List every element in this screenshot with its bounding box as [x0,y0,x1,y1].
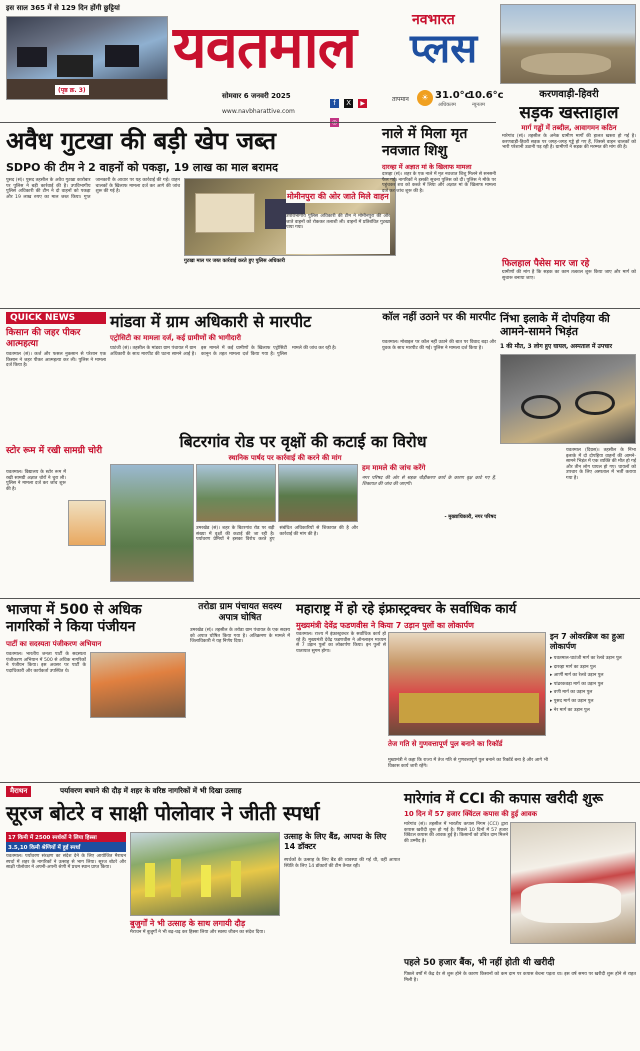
marathon-side-body: स्पर्धकों के उत्साह के लिए बैंड की व्यवस्था की गई थी, वहीं आपात स्थिति के लिए 14 डॉक्टरों की टीम तैनात रही। [284,858,400,869]
infra-side-list [550,656,636,760]
temp-max: 31.0°c [435,90,471,101]
bjp-body: यवतमाल। भारतीय जनता पार्टी के सदस्यता पंजीकरण अभियान में 500 से अधिक नागरिकों ने पंजीयन किया। इस अवसर पर पार्टी के पदाधिकारी और कार्यकर्ता उपस्थित थे। [6,652,86,674]
momeenpura-inset-body: उपविभागीय पुलिस अधिकारी की टीम ने मोमीनपुरा की ओर जाते वाहनों को रोककर तलाशी ली। वाहनों में प्रतिबंधित गुटखा पाया गया। [286,214,390,254]
nimbha-headline[interactable]: निंभा इलाके में दोपहिया की आमने-सामने भिड़ंत [500,312,610,338]
karanwadi-subhead: मार्ग गड्ढों में तब्दील, आवागमन कठिन [521,124,617,132]
quick-news-item-body: यवतमाल (सं)। कर्ज और फसल नुकसान से परेशान एक किसान ने जहर पीकर आत्महत्या कर ली। पुलिस ने मामला दर्ज किया है। [6,352,106,369]
bitargaon-inset-title[interactable]: हम मामले की जांच करेंगे [362,464,426,472]
bitargaon-inset-body: नगर परिषद की ओर से सड़क चौड़ीकरण कार्य के कारण वृक्ष काटे गए हैं, शिकायत की जांच की जाएगी। [362,476,496,487]
trees-photo-2 [196,464,276,522]
issue-date: सोमवार 6 जनवरी 2025 [222,92,291,100]
overbridge-item: ▸ नेर मार्ग का उड़ान पुल [550,707,590,713]
overbridge-item: ▸ दारव्हा मार्ग का उड़ान पुल [550,664,596,670]
infra-subhead: मुख्यमंत्री देवेंद्र फडणवीस ने किया 7 उड़ान पुलों का लोकार्पण [296,621,474,630]
quick-news-item-body: यवतमाल। विद्यालय के स्टोर रूम में रखी सामग्री अज्ञात चोरों ने चुरा ली। पुलिस ने मामला दर्ज कर जांच शुरू की है। [6,470,66,492]
sun-icon: ☀ [417,90,433,106]
social-icons [330,90,380,107]
quick-news-item-title[interactable]: किसान की जहर पीकर आत्महत्या [6,328,81,349]
infra-side-head[interactable]: इन 7 ओवरब्रिज का हुआ लोकार्पण [550,632,625,651]
facebook-icon[interactable]: f [330,99,339,108]
mandwa-headline[interactable]: मांडवा में ग्राम अधिकारी से मारपीट [110,312,312,331]
call-body: यवतमाल। मोबाइल पर कॉल नहीं उठाने की बात पर विवाद बढ़ा और युवक के साथ मारपीट की गई। पुलिस ने मामला दर्ज किया है। [382,340,496,351]
call-headline[interactable]: कॉल नहीं उठाने पर की मारपीट [382,312,496,323]
road-photo [500,4,636,84]
header-divider [0,122,496,123]
bjp-subhead: पार्टी का सदस्यता पंजीकरण अभियान [6,640,102,648]
bjp-photo [90,652,186,718]
marathon-side-head[interactable]: उत्साह के लिए बैंड, आपदा के लिए 14 डॉक्टर [284,832,387,851]
main-headline[interactable]: अवैध गुटखा की बड़ी खेप जब्त [6,127,277,155]
cm-photo [388,632,546,736]
karanwadi-body: मारेगांव (सं)। तहसील के अनेक ग्रामीण मार्गों की हालत खस्ता हो गई है। करणवाड़ी-हिवरी सड़क पर जगह-जगह गड्ढे हो गए हैं, जिससे वाहन चालकों को भारी परेशानी उठानी पड़ रही है। ग्रामीणों ने सड़क की मरम्मत की मांग की है। [502,134,636,151]
karanwadi-headline[interactable]: सड़क खस्ताहाल [519,103,619,123]
cotton-photo [510,822,636,944]
quick-news-label: QUICK NEWS [6,312,106,324]
overbridge-item: ▸ पुसद मार्ग का उड़ान पुल [550,698,594,704]
nimbha-subhead: 1 की मौत, 3 लोग हुए घायल, अस्पताल में उपचार [500,343,613,350]
overbridge-item: ▸ यवतमाल-घाटंजी मार्ग का रेलवे उड़ान पुल [550,656,622,661]
marathon-photo-caption[interactable]: बुजुर्गों ने भी उत्साह के साथ लगायी दौड़ [130,919,246,928]
bitargaon-headline[interactable]: बिटरगांव रोड पर वृक्षों की कटाई का विरोध [179,432,427,451]
row-divider-1 [0,308,640,309]
cci-body: मारेगांव (सं)। तहसील में भारतीय कपास निगम (CCI) द्वारा कपास खरीदी शुरू हो गई है। पिछले 10 दिनों में 57 हजार क्विंटल कपास की आवक हुई है। किसानों को उचित दाम मिलने की उम्मीद है। [404,822,508,844]
naale-headline[interactable]: नाले में मिला मृत नवजात शिशु [382,126,468,159]
infra-body: यवतमाल। राज्य में इंफ्रास्ट्रक्चर के सर्वाधिक कार्य हो रहे हैं। मुख्यमंत्री देवेंद्र फडणवीस ने ऑनलाइन माध्यम से 7 उड़ान पुलों का लोकार्पण किया। इन पुलों से यातायात सुगम होगा। [296,632,386,654]
x-icon[interactable]: X [344,99,353,108]
naale-subhead: दारव्हा में अज्ञात मां के खिलाफ मामला [382,163,472,171]
infra-headline[interactable]: महाराष्ट्र में हो रहे इंफ्रास्ट्रक्चर के सर्वाधिक कार्य [296,602,517,617]
infra-record-head[interactable]: तेज गति से गुणवत्तापूर्ण पुल बनाने का रिकॉर्ड [388,740,503,748]
mandwa-body: घाटंजी (सं)। तहसील के मांडवा ग्राम पंचायत में ग्राम अधिकारी के साथ मारपीट की घटना सामने आई है। इस मामले में कई ग्रामीणों के खिलाफ एट्रोसिटी कानून के तहत मामला दर्ज किया गया है। पुलिस मामले की जांच कर रही है। [110,346,337,357]
overbridge-item: ▸ आर्णी मार्ग का रेलवे उड़ान पुल [550,673,604,679]
marathon-banner: पर्यावरण बचाने की दौड़ में शहर के वरिष्ठ नागरिकों में भी दिखा उत्साह [60,786,242,795]
cci-subhead: 10 दिन में 57 हजार क्विंटल कपास की हुई आवक [404,810,538,818]
temp-max-label: अधिकतम [438,102,456,108]
masthead-title: यवतमाल [173,13,356,81]
bitargaon-subhead: स्थानिक पार्षद पर कार्रवाई की करने की मांग [228,454,342,462]
main-body: पुसद (सं)। पुसद तहसील के अवैध गुटखा कारोबार पर पुलिस ने बड़ी कार्रवाई की है। उपविभागीय पुलिस अधिकारी की टीम ने दो वाहनों को पकड़ा और 19 लाख रुपए का माल जब्त किया। गुप्त जानकारी के आधार पर यह कार्रवाई की गई। वाहन चालकों के खिलाफ मामला दर्ज कर आगे की जांच शुरू की गई है। [6,178,180,200]
naale-body: दारव्हा (सं)। शहर के एक नाले में मृत नवजात शिशु मिलने से सनसनी फैल गई। नागरिकों ने इसकी सूचना पुलिस को दी। पुलिस ने मौके पर पहुंचकर शव को कब्जे में लिया और अज्ञात मां के खिलाफ मामला दर्ज कर जांच शुरू की है। [382,172,496,194]
top-strip-headline[interactable]: इस साल 365 में से 129 दिन होंगी छुट्टियां [6,4,120,12]
momeenpura-inset-title[interactable]: मोमीनपुरा की ओर जाते मिले वाहन [287,192,389,201]
brand-nav-bharat: नवभारत [412,12,455,28]
overbridge-item: ▸ वणी मार्ग का उड़ान पुल [550,690,593,696]
main-subhead: SDPO की टीम ने 2 वाहनों को पकड़ा, 19 लाख का माल बरामद [6,161,278,174]
karanwadi-sub-headline[interactable]: फिलहाल पैसेस मार जा रहे [502,259,590,269]
marathon-photo [130,832,280,916]
nimbha-body: यवतमाल (दिग्रस)। तहसील के निंभा इलाके में दो दोपहिया वाहनों की आमने-सामने भिड़ंत में एक व्यक्ति की मौत हो गई और तीन लोग घायल हो गए। घायलों को उपचार के लिए अस्पताल में भर्ती कराया गया है। [566,448,636,481]
bjp-headline[interactable]: भाजपा में 500 से अधिक नागरिकों ने किया पंजीयन [6,602,142,635]
cartoon-photo [68,500,106,546]
brand-plus: प्लस [410,26,478,72]
bitargaon-inset-sign: - मुख्याधिकारी, नगर परिषद [444,514,496,520]
marathon-fact: 3.5,10 किमी श्रेणियों में हुई स्पर्धा [6,842,126,852]
bitargaon-body: उमरखेड (सं)। शहर के बिटरगांव रोड पर बड़ी संख्या में वृक्षों की कटाई की जा रही है। पर्यावरण प्रेमियों ने इसका विरोध करते हुए संबंधित अधिकारियों से शिकायत की है और कार्रवाई की मांग की है। [196,526,358,543]
trees-photo [110,464,194,582]
website-url[interactable]: www.navbharattive.com [222,108,295,115]
page-ref[interactable]: (पृष्ठ क्र. 3) [55,85,89,95]
youtube-icon[interactable]: ▶ [358,99,367,108]
temp-min: 10.6°c [468,90,504,101]
row-divider-2 [0,598,640,599]
row-divider-3 [0,782,640,783]
overbridge-item: ▸ पांढरकवड़ा मार्ग का उड़ान पुल [550,681,604,687]
torda-headline[interactable]: तरोडा ग्राम पंचायत सदस्य अपात्र घोषित [198,602,282,623]
karanwadi-kicker[interactable]: करणवाड़ी-हिवरी [539,89,599,100]
cci-sub-body: पिछले वर्षों में केंद्र देर से शुरू होने के कारण किसानों को कम दाम पर कपास बेचना पड़ता था। इस वर्ष समय पर खरीदी शुरू होने से राहत मिली है। [404,972,636,983]
temp-min-label: न्यूनतम [472,102,485,108]
marathon-caption-body: मैराथन में बुजुर्गों ने भी बढ़-चढ़ कर हिस्सा लिया और स्वस्थ जीवन का संदेश दिया। [130,930,265,935]
cci-headline[interactable]: मारेगांव में CCI की कपास खरीदी शुरू [404,791,603,807]
accident-photo [500,354,636,444]
marathon-fact: 17 किमी में 2500 स्पर्धकों ने लिया हिस्सा [6,832,126,842]
temperature-label: तापमान [392,96,409,103]
marathon-headline[interactable]: सूरज बोटरे व साक्षी पोलोवार ने जीती स्पर्धा [6,801,320,825]
cci-sub-headline[interactable]: पहले 50 हजार बैंक, भी नहीं होती थी खरीदी [404,958,555,968]
office-photo [6,16,168,100]
trees-photo-3 [278,464,358,522]
quick-news-item-title[interactable]: स्टोर रूम में रखी सामग्री चोरी [6,446,103,456]
marathon-label: मैराथन [6,786,31,797]
torda-body: उमरखेड (सं)। तहसील के तरोडा ग्राम पंचायत के एक सदस्य को अपात्र घोषित किया गया है। अतिक्रमण के मामले में जिलाधिकारी ने यह निर्णय दिया। [190,628,290,645]
infra-record-body: मुख्यमंत्री ने कहा कि राज्य में तेज गति से गुणवत्तापूर्ण पुल बनाने का रिकॉर्ड बना है और आगे भी विकास कार्य जारी रहेंगे। [388,758,548,769]
gutkha-photo-caption: गुटखा माल पर जब्त कार्रवाई करते हुए पुलिस अधिकारी [184,258,285,264]
marathon-body: यवतमाल। पर्यावरण संरक्षण का संदेश देने के लिए आयोजित मैराथन स्पर्धा में शहर के नागरिकों ने उत्साह से भाग लिया। सूरज बोटरे और साक्षी पोलोवार ने अपनी-अपनी श्रेणी में प्रथम स्थान प्राप्त किया। [6,854,126,871]
karanwadi-sub-body: ग्रामीणों की मांग है कि सड़क का काम तत्काल शुरू किया जाए और मार्ग को सुचारू बनाया जाए। [502,270,636,281]
mandwa-subhead: एट्रोसिटी का मामला दर्ज, कई ग्रामीणों की भागीदारी [110,334,241,342]
